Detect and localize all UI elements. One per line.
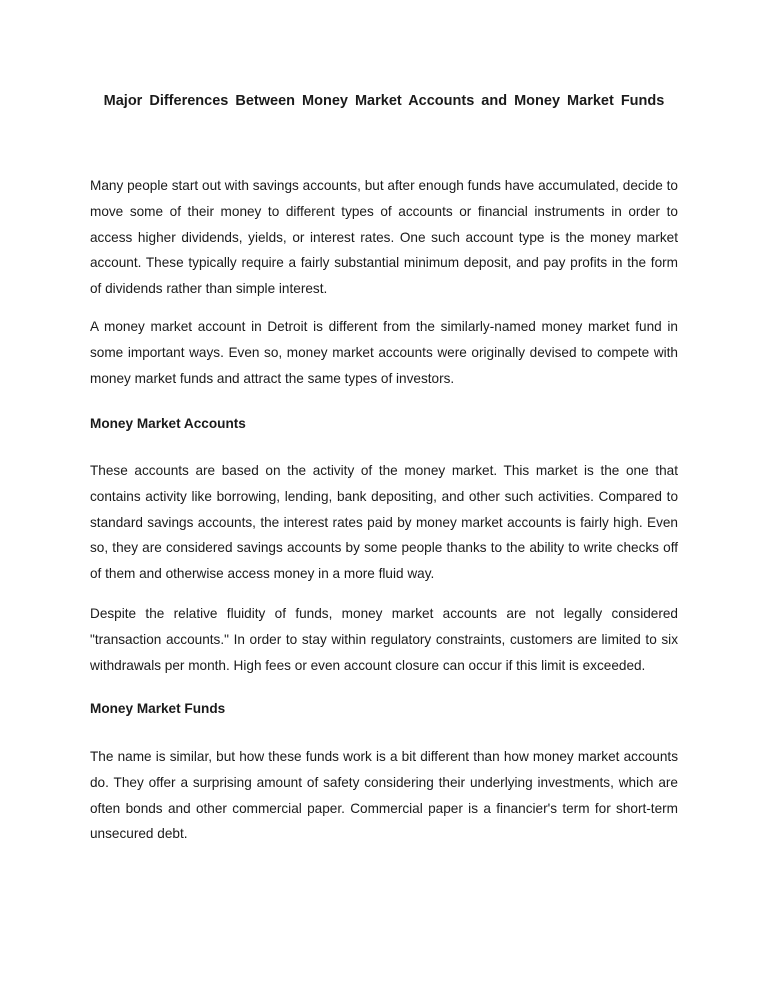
intro-paragraph-2: A money market account in Detroit is different from the similarly-named money market fund in some important ways. Even so, money market accounts were originally devised to compete with money market funds and attract the same types of investors. [90, 319, 678, 386]
intro-paragraph-1: Many people start out with savings accounts, but after enough funds have accumulated, decide to move some of their money to different types of accounts or financial instruments in order to access higher dividends, yields, or interest rates. One such account type is the money market account. These typically require a fairly substantial minimum deposit, and pay profits in the form of dividends rather than simple interest. [90, 178, 678, 297]
section-heading-money-market-accounts: Money Market Accounts [90, 416, 246, 431]
funds-paragraph-1: The name is similar, but how these funds work is a bit different than how money market accounts do. They offer a surprising amount of safety considering their underlying investments, which are often bonds and other commercial paper. Commercial paper is a financier's term for short-term unsecured debt. [90, 749, 678, 842]
section-heading-money-market-funds: Money Market Funds [90, 701, 226, 716]
document-title: Major Differences Between Money Market Accounts and Money Market Funds [103, 93, 665, 109]
accounts-paragraph-2: Despite the relative fluidity of funds, money market accounts are not legally considered "transaction accounts." In order to stay within regulatory constraints, customers are limited to six withdrawals per month. High fees or even account closure can occur if this limit is exceeded. [90, 606, 678, 673]
accounts-paragraph-1: These accounts are based on the activity of the money market. This market is the one that contains activity like borrowing, lending, bank depositing, and other such activities. Compared to standard savings accounts, the interest rates paid by money market accounts is fairly high. Even so, they are considered savings accounts by some people thanks to the ability to write checks off of them and otherwise access money in a more fluid way. [90, 463, 678, 582]
